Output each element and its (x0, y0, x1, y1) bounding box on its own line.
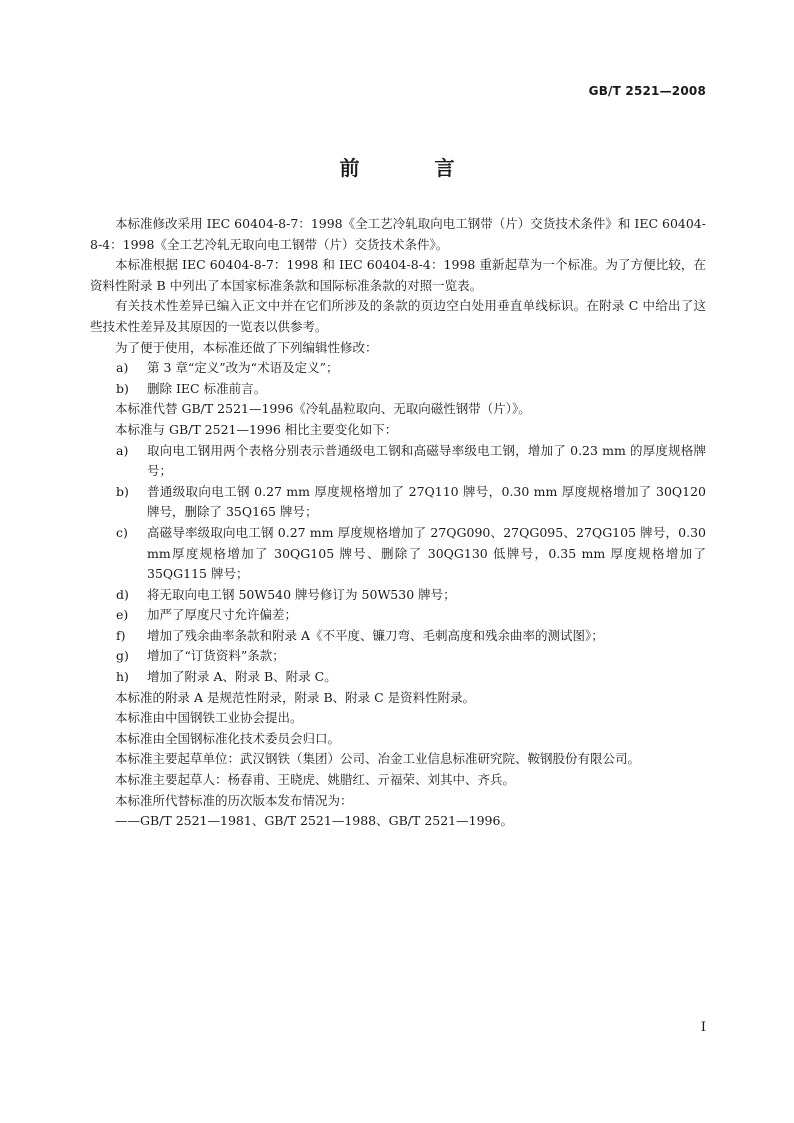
item-text: 将无取向电工钢 50W540 牌号修订为 50W530 牌号； (147, 586, 456, 602)
item-label: c) (116, 524, 128, 540)
item-text: 增加了“订货资料”条款； (147, 648, 285, 664)
change-item (90, 667, 706, 688)
change-item (90, 626, 706, 647)
paragraph-drafting: 本标准根据 IEC 60404-8-7：1998 和 IEC 60404-8-4：1998 重新起草为一个标准。为了方便比较，在资料性附录 B 中列出了本国家标准条款和国际标准条款的对照一览表。 (90, 257, 706, 293)
item-label: e) (116, 607, 129, 623)
item-label: f) (116, 627, 126, 643)
edit-item (90, 379, 706, 400)
item-label: a) (116, 442, 129, 458)
item-text: 取向电工钢用两个表格分别表示普通级电工钢和高磁导率级电工钢，增加了 0.23 mm 的厚度规格牌号； (147, 442, 706, 479)
replace-line: 本标准代替 GB/T 2521—1996《冷轧晶粒取向、无取向磁性钢带（片）》。 (115, 401, 531, 417)
item-label: b) (116, 380, 129, 396)
change-item (90, 605, 706, 626)
committee-line: 本标准由全国钢标准化技术委员会归口。 (115, 730, 341, 746)
paragraph-adoption: 本标准修改采用 IEC 60404-8-7：1998《全工艺冷轧取向电工钢带（片）交货技术条件》和 IEC 60404-8-4：1998《全工艺冷轧无取向电工钢带（片）交货技术条件》。 (90, 216, 706, 252)
paragraph-editorial-intro: 为了便于使用，本标准还做了下列编辑性修改： (115, 339, 378, 355)
page-number: I (700, 1020, 706, 1035)
history-intro-line: 本标准所代替标准的历次版本发布情况为： (115, 792, 353, 808)
page-title: 前 言 (339, 156, 489, 180)
item-label: g) (116, 648, 129, 664)
item-label: b) (116, 483, 129, 499)
proposer-line: 本标准由中国钢铁工业协会提出。 (115, 710, 303, 726)
item-label: h) (116, 669, 129, 685)
item-text: 高磁导率级取向电工钢 0.27 mm 厚度规格增加了 27QG090、27QG095、27QG105 牌号，0.30 mm厚度规格增加了 30QG105 牌号、删除了 30QG130 低牌号，0.35 mm 厚度规格增加了 35QG115 牌号； (147, 524, 706, 582)
item-text: 加严了厚度尺寸允许偏差； (147, 607, 298, 623)
item-text: 第 3 章“定义”改为“术语及定义”； (147, 360, 339, 376)
change-item (90, 441, 706, 482)
change-item (90, 482, 706, 523)
drafting-units-line: 本标准主要起草单位：武汉钢铁（集团）公司、冶金工业信息标准研究院、鞍钢股份有限公司。 (115, 751, 641, 767)
document-body (90, 214, 706, 832)
drafters-line: 本标准主要起草人：杨春甫、王晓虎、姚腊红、亓福荣、刘其中、齐兵。 (115, 772, 516, 788)
item-label: d) (116, 586, 129, 602)
history-line: ——GB/T 2521—1981、GB/T 2521—1988、GB/T 2521—1996。 (115, 813, 513, 829)
annex-status-line: 本标准的附录 A 是规范性附录，附录 B、附录 C 是资料性附录。 (115, 689, 476, 705)
item-label: a) (116, 360, 129, 376)
change-item (90, 523, 706, 585)
edit-item (90, 358, 706, 379)
item-text: 增加了残余曲率条款和附录 A《不平度、镰刀弯、毛刺高度和残余曲率的测试图》； (147, 627, 604, 643)
change-item (90, 646, 706, 667)
paragraph-technical-differences: 有关技术性差异已编入正文中并在它们所涉及的条款的页边空白处用垂直单线标识。在附录 C 中给出了这些技术性差异及其原因的一览表以供参考。 (90, 298, 706, 334)
changes-intro: 本标准与 GB/T 2521—1996 相比主要变化如下： (115, 421, 398, 437)
item-text: 增加了附录 A、附录 B、附录 C。 (147, 669, 337, 685)
item-text: 普通级取向电工钢 0.27 mm 厚度规格增加了 27Q110 牌号，0.30 mm 厚度规格增加了 30Q120 牌号，删除了 35Q165 牌号； (147, 483, 706, 520)
change-item (90, 585, 706, 606)
item-text: 删除 IEC 标准前言。 (147, 380, 267, 396)
standard-number: GB/T 2521—2008 (588, 84, 706, 98)
